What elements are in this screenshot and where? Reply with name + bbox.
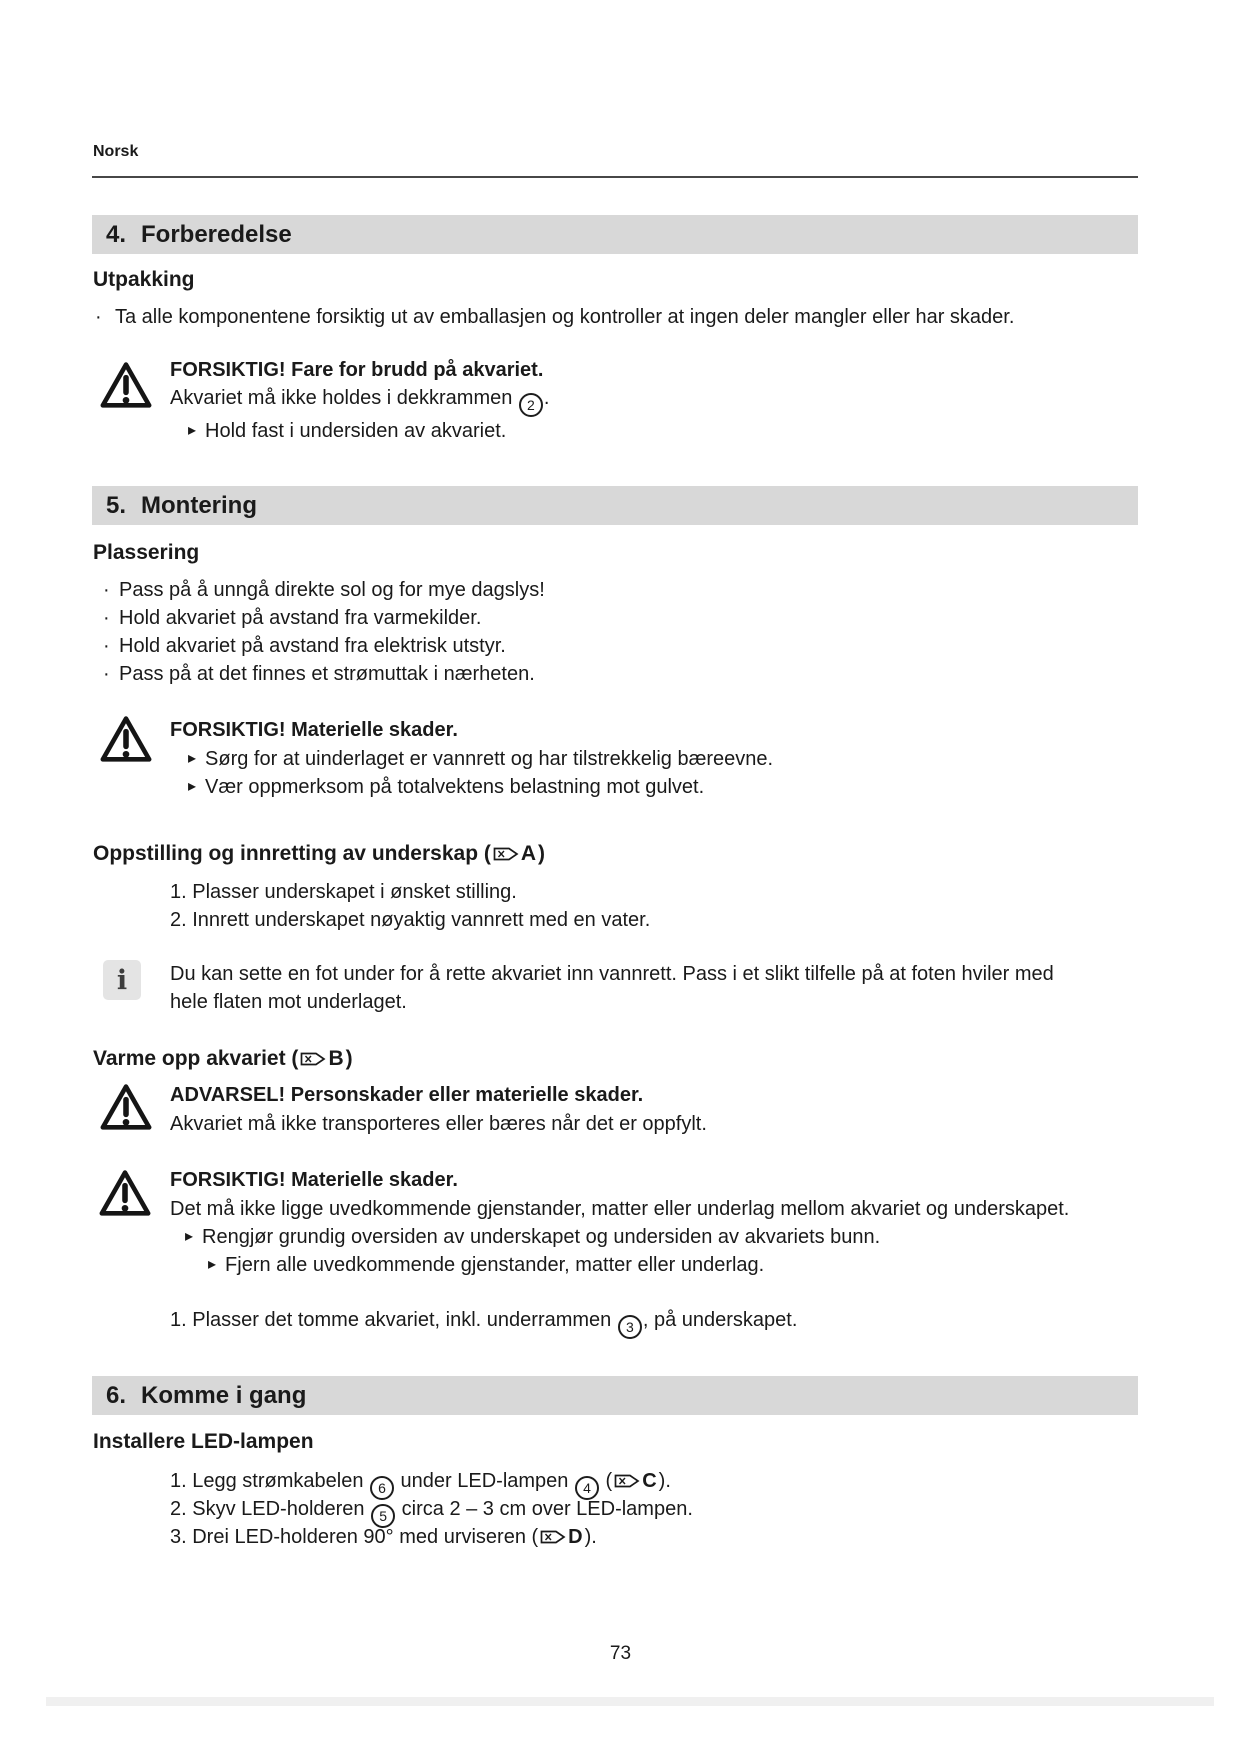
placement-bullet-text: Pass på å unngå direkte sol og for mye dagslys! xyxy=(119,579,545,601)
placement-bullet xyxy=(103,604,481,632)
warning-title: ADVARSEL! Personskader eller materielle skader. xyxy=(170,1084,644,1106)
list-item xyxy=(95,303,1014,331)
unpacking-heading: Utpakking xyxy=(93,268,195,291)
instruction-step: 2. Skyv LED-holderen 5 circa 2 – 3 cm over LED-lampen. xyxy=(170,1495,693,1528)
placement-bullet xyxy=(103,576,545,604)
dot-bullet-icon: · xyxy=(95,306,102,328)
install-led-heading: Installere LED-lampen xyxy=(93,1430,314,1453)
setup-heading: Oppstilling og innretting av underskap ( A) xyxy=(93,840,545,868)
warning-action-text: Hold fast i undersiden av akvariet. xyxy=(205,420,507,442)
dot-bullet-icon: · xyxy=(103,607,110,629)
warning-triangle-icon xyxy=(98,714,154,764)
section-title: Komme i gang xyxy=(141,1381,307,1409)
language-label: Norsk xyxy=(93,143,139,160)
section-6-header-bar xyxy=(92,1376,1138,1415)
page-number: 73 xyxy=(609,1643,632,1664)
section-title: Montering xyxy=(141,491,257,519)
dot-bullet-icon: · xyxy=(103,663,110,685)
circled-number-icon: 2 xyxy=(519,393,543,417)
heatup-heading: Varme opp akvariet ( B) xyxy=(93,1045,353,1073)
instruction-step: 2. Innrett underskapet nøyaktig vannrett med en vater. xyxy=(170,909,651,931)
warning-action xyxy=(208,1251,764,1279)
section-number: 5. xyxy=(106,491,127,519)
warning-text: Akvariet må ikke holdes i dekkrammen 2 . xyxy=(170,384,549,417)
warning-action xyxy=(185,1223,880,1251)
instruction-step: 3. Drei LED-holderen 90° med urviseren ( D ). xyxy=(170,1523,597,1551)
action-arrow-icon: ▸ xyxy=(208,1256,217,1273)
figure-reference-icon: D xyxy=(540,1523,582,1551)
section-number: 4. xyxy=(106,220,127,248)
instruction-step: 1. Legg strømkabelen 6 under LED-lampen 4 ( C ). xyxy=(170,1467,671,1500)
figure-reference-icon: A xyxy=(493,840,536,868)
placement-bullet-text: Hold akvariet på avstand fra elektrisk utstyr. xyxy=(119,635,506,657)
warning-title: FORSIKTIG! Fare for brudd på akvariet. xyxy=(170,359,544,381)
warning-triangle-icon xyxy=(98,1082,154,1132)
circled-number-icon: 3 xyxy=(618,1315,642,1339)
dot-bullet-icon: · xyxy=(103,579,110,601)
action-arrow-icon: ▸ xyxy=(185,1228,194,1245)
list-item-text: Ta alle komponentene forsiktig ut av emballasjen og kontroller at ingen deler mangler eller har skader. xyxy=(115,306,1015,328)
figure-reference-icon: B xyxy=(300,1045,343,1073)
warning-text: Akvariet må ikke transporteres eller bæres når det er oppfylt. xyxy=(170,1113,707,1135)
instruction-step: 1. Plasser underskapet i ønsket stilling. xyxy=(170,881,517,903)
placement-bullet xyxy=(103,632,506,660)
warning-action-text: Sørg for at uinderlaget er vannrett og har tilstrekkelig bæreevne. xyxy=(205,748,774,770)
warning-action xyxy=(188,745,773,773)
placement-bullet-text: Hold akvariet på avstand fra varmekilder. xyxy=(119,607,482,629)
warning-title: FORSIKTIG! Materielle skader. xyxy=(170,719,458,741)
action-arrow-icon: ▸ xyxy=(188,778,197,795)
placement-bullet xyxy=(103,660,535,688)
info-note-line: Du kan sette en fot under for å rette akvariet inn vannrett. Pass i et slikt tilfelle på at foten hviler med xyxy=(170,963,1054,985)
scan-artifact-strip xyxy=(46,1697,1214,1706)
warning-action xyxy=(188,417,506,445)
warning-triangle-icon xyxy=(97,1168,153,1218)
action-arrow-icon: ▸ xyxy=(188,750,197,767)
warning-triangle-icon xyxy=(98,360,154,410)
info-icon: i xyxy=(103,960,141,1000)
placement-bullet-text: Pass på at det finnes et strømuttak i nærheten. xyxy=(119,663,535,685)
warning-title: FORSIKTIG! Materielle skader. xyxy=(170,1169,458,1191)
warning-text: Det må ikke ligge uvedkommende gjenstander, matter eller underlag mellom akvariet og underskapet. xyxy=(170,1198,1070,1220)
circled-number-icon: 5 xyxy=(371,1504,395,1528)
info-note-line: hele flaten mot underlaget. xyxy=(170,991,407,1013)
circled-number-icon: 6 xyxy=(370,1476,394,1500)
warning-action xyxy=(188,773,704,801)
placement-heading: Plassering xyxy=(93,541,200,564)
figure-reference-icon: C xyxy=(614,1467,656,1495)
warning-action-text: Rengjør grundig oversiden av underskapet og undersiden av akvariets bunn. xyxy=(202,1226,881,1248)
action-arrow-icon: ▸ xyxy=(188,422,197,439)
warning-action-text: Vær oppmerksom på totalvektens belastning mot gulvet. xyxy=(205,776,705,798)
dot-bullet-icon: · xyxy=(103,635,110,657)
section-number: 6. xyxy=(106,1381,127,1409)
header-rule xyxy=(92,176,1138,178)
warning-action-text: Fjern alle uvedkommende gjenstander, matter eller underlag. xyxy=(225,1254,765,1276)
circled-number-icon: 4 xyxy=(575,1476,599,1500)
instruction-step: 1. Plasser det tomme akvariet, inkl. underrammen 3 , på underskapet. xyxy=(170,1306,797,1339)
section-5-header-bar xyxy=(92,486,1138,525)
section-title: Forberedelse xyxy=(141,220,292,248)
section-4-header-bar xyxy=(92,215,1138,254)
